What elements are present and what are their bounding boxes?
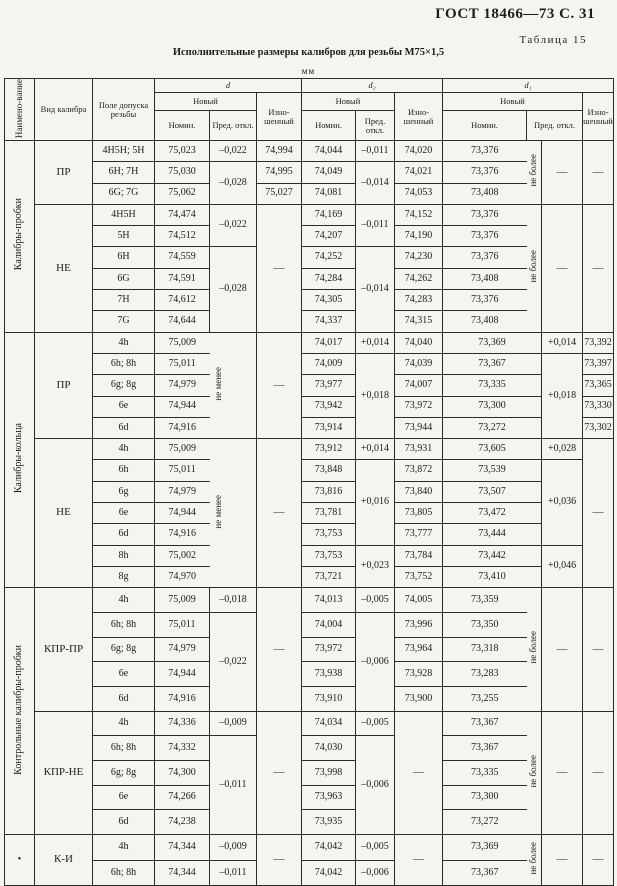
table-cell: –0,022 bbox=[210, 204, 257, 247]
table-cell: 5H bbox=[93, 226, 155, 247]
table-cell: — bbox=[257, 439, 302, 588]
table-cell: –0,011 bbox=[356, 204, 395, 247]
table-cell: 73,410 bbox=[443, 566, 542, 587]
table-cell: 6h bbox=[93, 460, 155, 481]
table-cell: +0,018 bbox=[356, 353, 395, 438]
table-row bbox=[5, 761, 614, 786]
table-cell: — bbox=[257, 711, 302, 834]
table-cell: +0,028 bbox=[542, 439, 583, 460]
header-d2: d₂ bbox=[302, 79, 443, 93]
table-cell: 74,994 bbox=[257, 141, 302, 162]
table-cell: — bbox=[583, 204, 614, 332]
table-cell: 73,784 bbox=[395, 545, 443, 566]
table-cell: 8g bbox=[93, 566, 155, 587]
table-number: Таблица 15 bbox=[519, 34, 587, 46]
table-cell: –0,014 bbox=[356, 162, 395, 205]
table-cell: 74,238 bbox=[155, 810, 210, 835]
table-row bbox=[5, 375, 614, 396]
table-cell: 74,916 bbox=[155, 417, 210, 438]
table-cell: 74,944 bbox=[155, 662, 210, 687]
table-cell: 74,013 bbox=[302, 588, 356, 613]
table-cell: –0,005 bbox=[356, 835, 395, 861]
table-row bbox=[5, 481, 614, 502]
table-cell: 74,007 bbox=[395, 375, 443, 396]
table-row bbox=[5, 810, 614, 835]
table-row bbox=[5, 835, 614, 861]
table-cell: 74,644 bbox=[155, 311, 210, 332]
table-row bbox=[5, 612, 614, 637]
bullet-mark: • bbox=[5, 835, 35, 886]
table-cell: 74,004 bbox=[302, 612, 356, 637]
header-d2-pred: Пред. откл. bbox=[356, 111, 395, 141]
table-cell: 73,781 bbox=[302, 503, 356, 524]
table-cell: 74,315 bbox=[395, 311, 443, 332]
table-cell: 7G bbox=[93, 311, 155, 332]
table-row bbox=[5, 524, 614, 545]
table-row bbox=[5, 503, 614, 524]
header-pole: Поле допуска резьбы bbox=[93, 79, 155, 141]
table-cell: 75,011 bbox=[155, 612, 210, 637]
table-cell: 74,336 bbox=[155, 711, 210, 736]
table-cell: 73,998 bbox=[302, 761, 356, 786]
table-cell: 4h bbox=[93, 835, 155, 861]
table-cell: — bbox=[542, 141, 583, 205]
table-cell: 73,914 bbox=[302, 417, 356, 438]
table-cell: 6g; 8g bbox=[93, 375, 155, 396]
table-cell: 73,928 bbox=[395, 662, 443, 687]
table-cell: 73,444 bbox=[443, 524, 542, 545]
table-cell: 73,300 bbox=[443, 396, 542, 417]
table-cell: 73,408 bbox=[443, 268, 527, 289]
type-label: НЕ bbox=[35, 204, 93, 332]
table-cell: 73,376 bbox=[443, 141, 527, 162]
table-cell: 73,816 bbox=[302, 481, 356, 502]
table-cell: 6g; 8g bbox=[93, 761, 155, 786]
table-cell: 4H5H bbox=[93, 204, 155, 225]
table-cell: 74,190 bbox=[395, 226, 443, 247]
table-cell: 74,266 bbox=[155, 785, 210, 810]
table-cell: 6e bbox=[93, 785, 155, 810]
table-row bbox=[5, 247, 614, 268]
table-cell: 75,011 bbox=[155, 460, 210, 481]
table-cell: 74,916 bbox=[155, 686, 210, 711]
table-cell: 74,970 bbox=[155, 566, 210, 587]
table-cell: 73,442 bbox=[443, 545, 542, 566]
table-cell: 74,474 bbox=[155, 204, 210, 225]
units-label: мм bbox=[301, 66, 316, 76]
table-cell: 73,367 bbox=[443, 860, 527, 886]
table-row bbox=[5, 588, 614, 613]
table-cell: 73,872 bbox=[395, 460, 443, 481]
table-cell: 6h; 8h bbox=[93, 860, 155, 886]
table-row bbox=[5, 204, 614, 225]
table-row bbox=[5, 141, 614, 162]
table-cell: 73,359 bbox=[443, 588, 527, 613]
header-d1-izn: Изно-шенный bbox=[583, 93, 614, 141]
table-cell: 7H bbox=[93, 290, 155, 311]
table-cell: 6h; 8h bbox=[93, 353, 155, 374]
ne-bolee-mark: не более bbox=[527, 711, 542, 834]
table-cell: — bbox=[257, 204, 302, 332]
type-label: КПР-НЕ bbox=[35, 711, 93, 834]
table-cell: 73,900 bbox=[395, 686, 443, 711]
ne-bolee-mark: не более bbox=[527, 588, 542, 711]
table-cell: –0,006 bbox=[356, 860, 395, 886]
table-cell: — bbox=[395, 711, 443, 834]
table-cell: 74,344 bbox=[155, 860, 210, 886]
header-d2-noviy: Новый bbox=[302, 93, 395, 111]
header-naim: Наимено-вание bbox=[5, 79, 35, 141]
table-cell: 6g bbox=[93, 481, 155, 502]
table-cell: 73,840 bbox=[395, 481, 443, 502]
header-d1-pred: Пред. откл. bbox=[527, 111, 583, 141]
table-row bbox=[5, 686, 614, 711]
table-cell: 6H; 7H bbox=[93, 162, 155, 183]
table-cell: 73,938 bbox=[302, 662, 356, 687]
table-cell: 73,996 bbox=[395, 612, 443, 637]
table-cell: 73,330 bbox=[583, 396, 614, 417]
table-row bbox=[5, 353, 614, 374]
table-cell: 73,272 bbox=[443, 810, 527, 835]
table-cell: 74,979 bbox=[155, 375, 210, 396]
group-kalibry-probki: Калибры-пробки bbox=[5, 141, 35, 333]
table-cell: 4h bbox=[93, 711, 155, 736]
table-row bbox=[5, 290, 614, 311]
table-cell: 8h bbox=[93, 545, 155, 566]
table-cell: 73,376 bbox=[443, 162, 527, 183]
table-cell: 75,002 bbox=[155, 545, 210, 566]
group-kalibry-koltsa: Калибры-кольца bbox=[5, 332, 35, 588]
table-cell: 73,367 bbox=[443, 711, 527, 736]
table-cell: 73,753 bbox=[302, 524, 356, 545]
table-cell: +0,046 bbox=[542, 545, 583, 588]
table-cell: –0,006 bbox=[356, 736, 395, 835]
table-cell: — bbox=[583, 439, 614, 588]
table-cell: 74,042 bbox=[302, 835, 356, 861]
table-cell: 73,367 bbox=[443, 353, 542, 374]
table-cell: –0,011 bbox=[210, 860, 257, 886]
table-cell: 75,009 bbox=[155, 439, 210, 460]
table-cell: 75,030 bbox=[155, 162, 210, 183]
table-row bbox=[5, 460, 614, 481]
table-cell: 73,721 bbox=[302, 566, 356, 587]
table-cell: –0,018 bbox=[210, 588, 257, 613]
table-cell: +0,023 bbox=[356, 545, 395, 588]
table-cell: — bbox=[542, 204, 583, 332]
table-cell: 73,369 bbox=[443, 332, 542, 353]
table-row bbox=[5, 332, 614, 353]
header-d: d bbox=[155, 79, 302, 93]
table-cell: 74,612 bbox=[155, 290, 210, 311]
table-cell: 73,977 bbox=[302, 375, 356, 396]
table-cell: 73,408 bbox=[443, 183, 527, 204]
type-label: НЕ bbox=[35, 439, 93, 588]
table-cell: 74,030 bbox=[302, 736, 356, 761]
table-cell: +0,018 bbox=[542, 353, 583, 438]
table-cell: 73,300 bbox=[443, 785, 527, 810]
table-row bbox=[5, 711, 614, 736]
table-cell: 73,963 bbox=[302, 785, 356, 810]
table-cell: 74,040 bbox=[395, 332, 443, 353]
table-cell: 74,169 bbox=[302, 204, 356, 225]
table-cell: 6d bbox=[93, 524, 155, 545]
table-cell: 73,376 bbox=[443, 247, 527, 268]
table-row bbox=[5, 736, 614, 761]
table-cell: 75,062 bbox=[155, 183, 210, 204]
table-cell: 75,023 bbox=[155, 141, 210, 162]
table-cell: 74,020 bbox=[395, 141, 443, 162]
header-d1-noviy: Новый bbox=[443, 93, 583, 111]
table-cell: 74,230 bbox=[395, 247, 443, 268]
table-cell: 74,009 bbox=[302, 353, 356, 374]
table-cell: 74,049 bbox=[302, 162, 356, 183]
table-cell: 6g; 8g bbox=[93, 637, 155, 662]
table-cell: 73,302 bbox=[583, 417, 614, 438]
table-cell: 73,539 bbox=[443, 460, 542, 481]
table-cell: — bbox=[395, 835, 443, 886]
table-cell: 6d bbox=[93, 417, 155, 438]
table-cell: — bbox=[542, 835, 583, 886]
table-cell: 74,053 bbox=[395, 183, 443, 204]
table-cell: 74,300 bbox=[155, 761, 210, 786]
table-cell: +0,014 bbox=[542, 332, 583, 353]
header-vid: Вид калибра bbox=[35, 79, 93, 141]
table-cell: 73,972 bbox=[395, 396, 443, 417]
table-cell: 74,283 bbox=[395, 290, 443, 311]
table-cell: 74,207 bbox=[302, 226, 356, 247]
header-d2-izn: Изно-шенный bbox=[395, 93, 443, 141]
table-cell: 75,027 bbox=[257, 183, 302, 204]
table-cell: 73,369 bbox=[443, 835, 527, 861]
table-cell: +0,014 bbox=[356, 439, 395, 460]
table-cell: 74,252 bbox=[302, 247, 356, 268]
table-cell: –0,011 bbox=[356, 141, 395, 162]
table-cell: — bbox=[257, 588, 302, 711]
ne-menee-mark: не менее bbox=[210, 332, 257, 438]
table-cell: 73,942 bbox=[302, 396, 356, 417]
header-d-izn: Изно-шенный bbox=[257, 93, 302, 141]
table-row bbox=[5, 662, 614, 687]
table-cell: –0,028 bbox=[210, 162, 257, 205]
table-cell: –0,005 bbox=[356, 711, 395, 736]
type-label: ПР bbox=[35, 332, 93, 438]
table-cell: 73,365 bbox=[583, 375, 614, 396]
table-cell: 74,591 bbox=[155, 268, 210, 289]
ne-bolee-mark: не более bbox=[527, 835, 542, 886]
table-cell: 73,912 bbox=[302, 439, 356, 460]
table-cell: 74,305 bbox=[302, 290, 356, 311]
table-cell: 73,605 bbox=[443, 439, 542, 460]
table-cell: 73,848 bbox=[302, 460, 356, 481]
header-d1-nom: Номин. bbox=[443, 111, 527, 141]
table-cell: 73,272 bbox=[443, 417, 542, 438]
table-cell: — bbox=[257, 835, 302, 886]
table-cell: — bbox=[583, 835, 614, 886]
ne-menee-mark: не менее bbox=[210, 439, 257, 588]
table-cell: 73,753 bbox=[302, 545, 356, 566]
table-row bbox=[5, 439, 614, 460]
table-cell: 73,335 bbox=[443, 761, 527, 786]
table-row bbox=[5, 268, 614, 289]
table-cell: 75,009 bbox=[155, 588, 210, 613]
table-cell: 6d bbox=[93, 810, 155, 835]
header-d1: d₁ bbox=[443, 79, 614, 93]
table-cell: 73,752 bbox=[395, 566, 443, 587]
table-cell: 73,376 bbox=[443, 290, 527, 311]
table-cell: +0,016 bbox=[356, 460, 395, 545]
table-cell: 74,337 bbox=[302, 311, 356, 332]
table-cell: 73,408 bbox=[443, 311, 527, 332]
table-cell: 74,916 bbox=[155, 524, 210, 545]
table-cell: +0,014 bbox=[356, 332, 395, 353]
table-cell: 4h bbox=[93, 332, 155, 353]
table-cell: 74,044 bbox=[302, 141, 356, 162]
table-cell: 73,397 bbox=[583, 353, 614, 374]
table-cell: 73,376 bbox=[443, 226, 527, 247]
table-cell: 4h bbox=[93, 588, 155, 613]
header-d-nom: Номин. bbox=[155, 111, 210, 141]
table-cell: 73,255 bbox=[443, 686, 527, 711]
table-cell: 6G; 7G bbox=[93, 183, 155, 204]
table-row bbox=[5, 183, 614, 204]
table-cell: 73,964 bbox=[395, 637, 443, 662]
table-cell: 74,559 bbox=[155, 247, 210, 268]
table-cell: 74,039 bbox=[395, 353, 443, 374]
table-cell: –0,011 bbox=[210, 736, 257, 835]
ne-bolee-mark: не более bbox=[527, 204, 542, 332]
table-cell: 73,335 bbox=[443, 375, 542, 396]
table-cell: –0,006 bbox=[356, 612, 395, 711]
table-row bbox=[5, 417, 614, 438]
document-code: ГОСТ 18466—73 С. 31 bbox=[435, 6, 595, 22]
table-cell: 73,972 bbox=[302, 637, 356, 662]
table-cell: 73,910 bbox=[302, 686, 356, 711]
table-cell: 73,944 bbox=[395, 417, 443, 438]
type-label: КПР-ПР bbox=[35, 588, 93, 711]
calibre-dimensions-table bbox=[4, 78, 614, 886]
table-row bbox=[5, 785, 614, 810]
table-cell: 6e bbox=[93, 503, 155, 524]
table-cell: 6e bbox=[93, 396, 155, 417]
table-cell: 74,262 bbox=[395, 268, 443, 289]
table-row bbox=[5, 637, 614, 662]
table-row bbox=[5, 566, 614, 587]
table-cell: 74,344 bbox=[155, 835, 210, 861]
table-cell: — bbox=[583, 141, 614, 205]
table-cell: 74,944 bbox=[155, 396, 210, 417]
table-cell: 6G bbox=[93, 268, 155, 289]
table-row bbox=[5, 545, 614, 566]
table-cell: 73,507 bbox=[443, 481, 542, 502]
table-row bbox=[5, 396, 614, 417]
header-d2-nom: Номин. bbox=[302, 111, 356, 141]
table-cell: 73,805 bbox=[395, 503, 443, 524]
table-cell: — bbox=[542, 588, 583, 711]
table-cell: 4H5H; 5H bbox=[93, 141, 155, 162]
table-cell: –0,028 bbox=[210, 247, 257, 332]
table-cell: 74,332 bbox=[155, 736, 210, 761]
table-cell: 73,283 bbox=[443, 662, 527, 687]
table-cell: 74,979 bbox=[155, 637, 210, 662]
type-label: ПР bbox=[35, 141, 93, 205]
group-kontrolnye: Контрольные калибры-пробки bbox=[5, 588, 35, 835]
table-cell: 73,318 bbox=[443, 637, 527, 662]
table-row bbox=[5, 162, 614, 183]
table-cell: –0,014 bbox=[356, 247, 395, 332]
table-cell: +0,036 bbox=[542, 460, 583, 545]
table-cell: 74,512 bbox=[155, 226, 210, 247]
table-cell: 74,995 bbox=[257, 162, 302, 183]
table-cell: 6e bbox=[93, 662, 155, 687]
table-cell: 74,017 bbox=[302, 332, 356, 353]
table-cell: 74,021 bbox=[395, 162, 443, 183]
table-row bbox=[5, 311, 614, 332]
table-title: Исполнительные размеры калибров для резьбы М75×1,5 bbox=[172, 47, 445, 58]
table-cell: 75,011 bbox=[155, 353, 210, 374]
table-cell: –0,022 bbox=[210, 612, 257, 711]
table-cell: — bbox=[583, 711, 614, 834]
table-cell: 74,081 bbox=[302, 183, 356, 204]
table-cell: 6h; 8h bbox=[93, 736, 155, 761]
table-cell: 4h bbox=[93, 439, 155, 460]
header-d-pred: Пред. откл. bbox=[210, 111, 257, 141]
table-cell: 73,777 bbox=[395, 524, 443, 545]
table-cell: 6H bbox=[93, 247, 155, 268]
header-row-1 bbox=[5, 79, 614, 93]
table-cell: 73,350 bbox=[443, 612, 527, 637]
table-cell: 74,284 bbox=[302, 268, 356, 289]
ne-bolee-mark: не более bbox=[527, 141, 542, 205]
table-cell: 74,979 bbox=[155, 481, 210, 502]
table-cell: 74,152 bbox=[395, 204, 443, 225]
table-row bbox=[5, 226, 614, 247]
header-d-noviy: Новый bbox=[155, 93, 257, 111]
table-cell: 73,472 bbox=[443, 503, 542, 524]
table-cell: –0,009 bbox=[210, 711, 257, 736]
table-cell: 74,944 bbox=[155, 503, 210, 524]
table-cell: 74,005 bbox=[395, 588, 443, 613]
table-cell: 73,376 bbox=[443, 204, 527, 225]
table-cell: 73,931 bbox=[395, 439, 443, 460]
table-cell: –0,005 bbox=[356, 588, 395, 613]
table-cell: 73,367 bbox=[443, 736, 527, 761]
table-cell: 6h; 8h bbox=[93, 612, 155, 637]
table-cell: –0,009 bbox=[210, 835, 257, 861]
table-cell: 6d bbox=[93, 686, 155, 711]
table-cell: 74,042 bbox=[302, 860, 356, 886]
table-cell: — bbox=[542, 711, 583, 834]
table-cell: 73,935 bbox=[302, 810, 356, 835]
table-cell: 73,392 bbox=[583, 332, 614, 353]
type-label: К-И bbox=[35, 835, 93, 886]
table-cell: –0,022 bbox=[210, 141, 257, 162]
table-row bbox=[5, 860, 614, 886]
table-cell: 74,034 bbox=[302, 711, 356, 736]
table-cell: — bbox=[583, 588, 614, 711]
table-cell: 75,009 bbox=[155, 332, 210, 353]
table-cell: — bbox=[257, 332, 302, 438]
